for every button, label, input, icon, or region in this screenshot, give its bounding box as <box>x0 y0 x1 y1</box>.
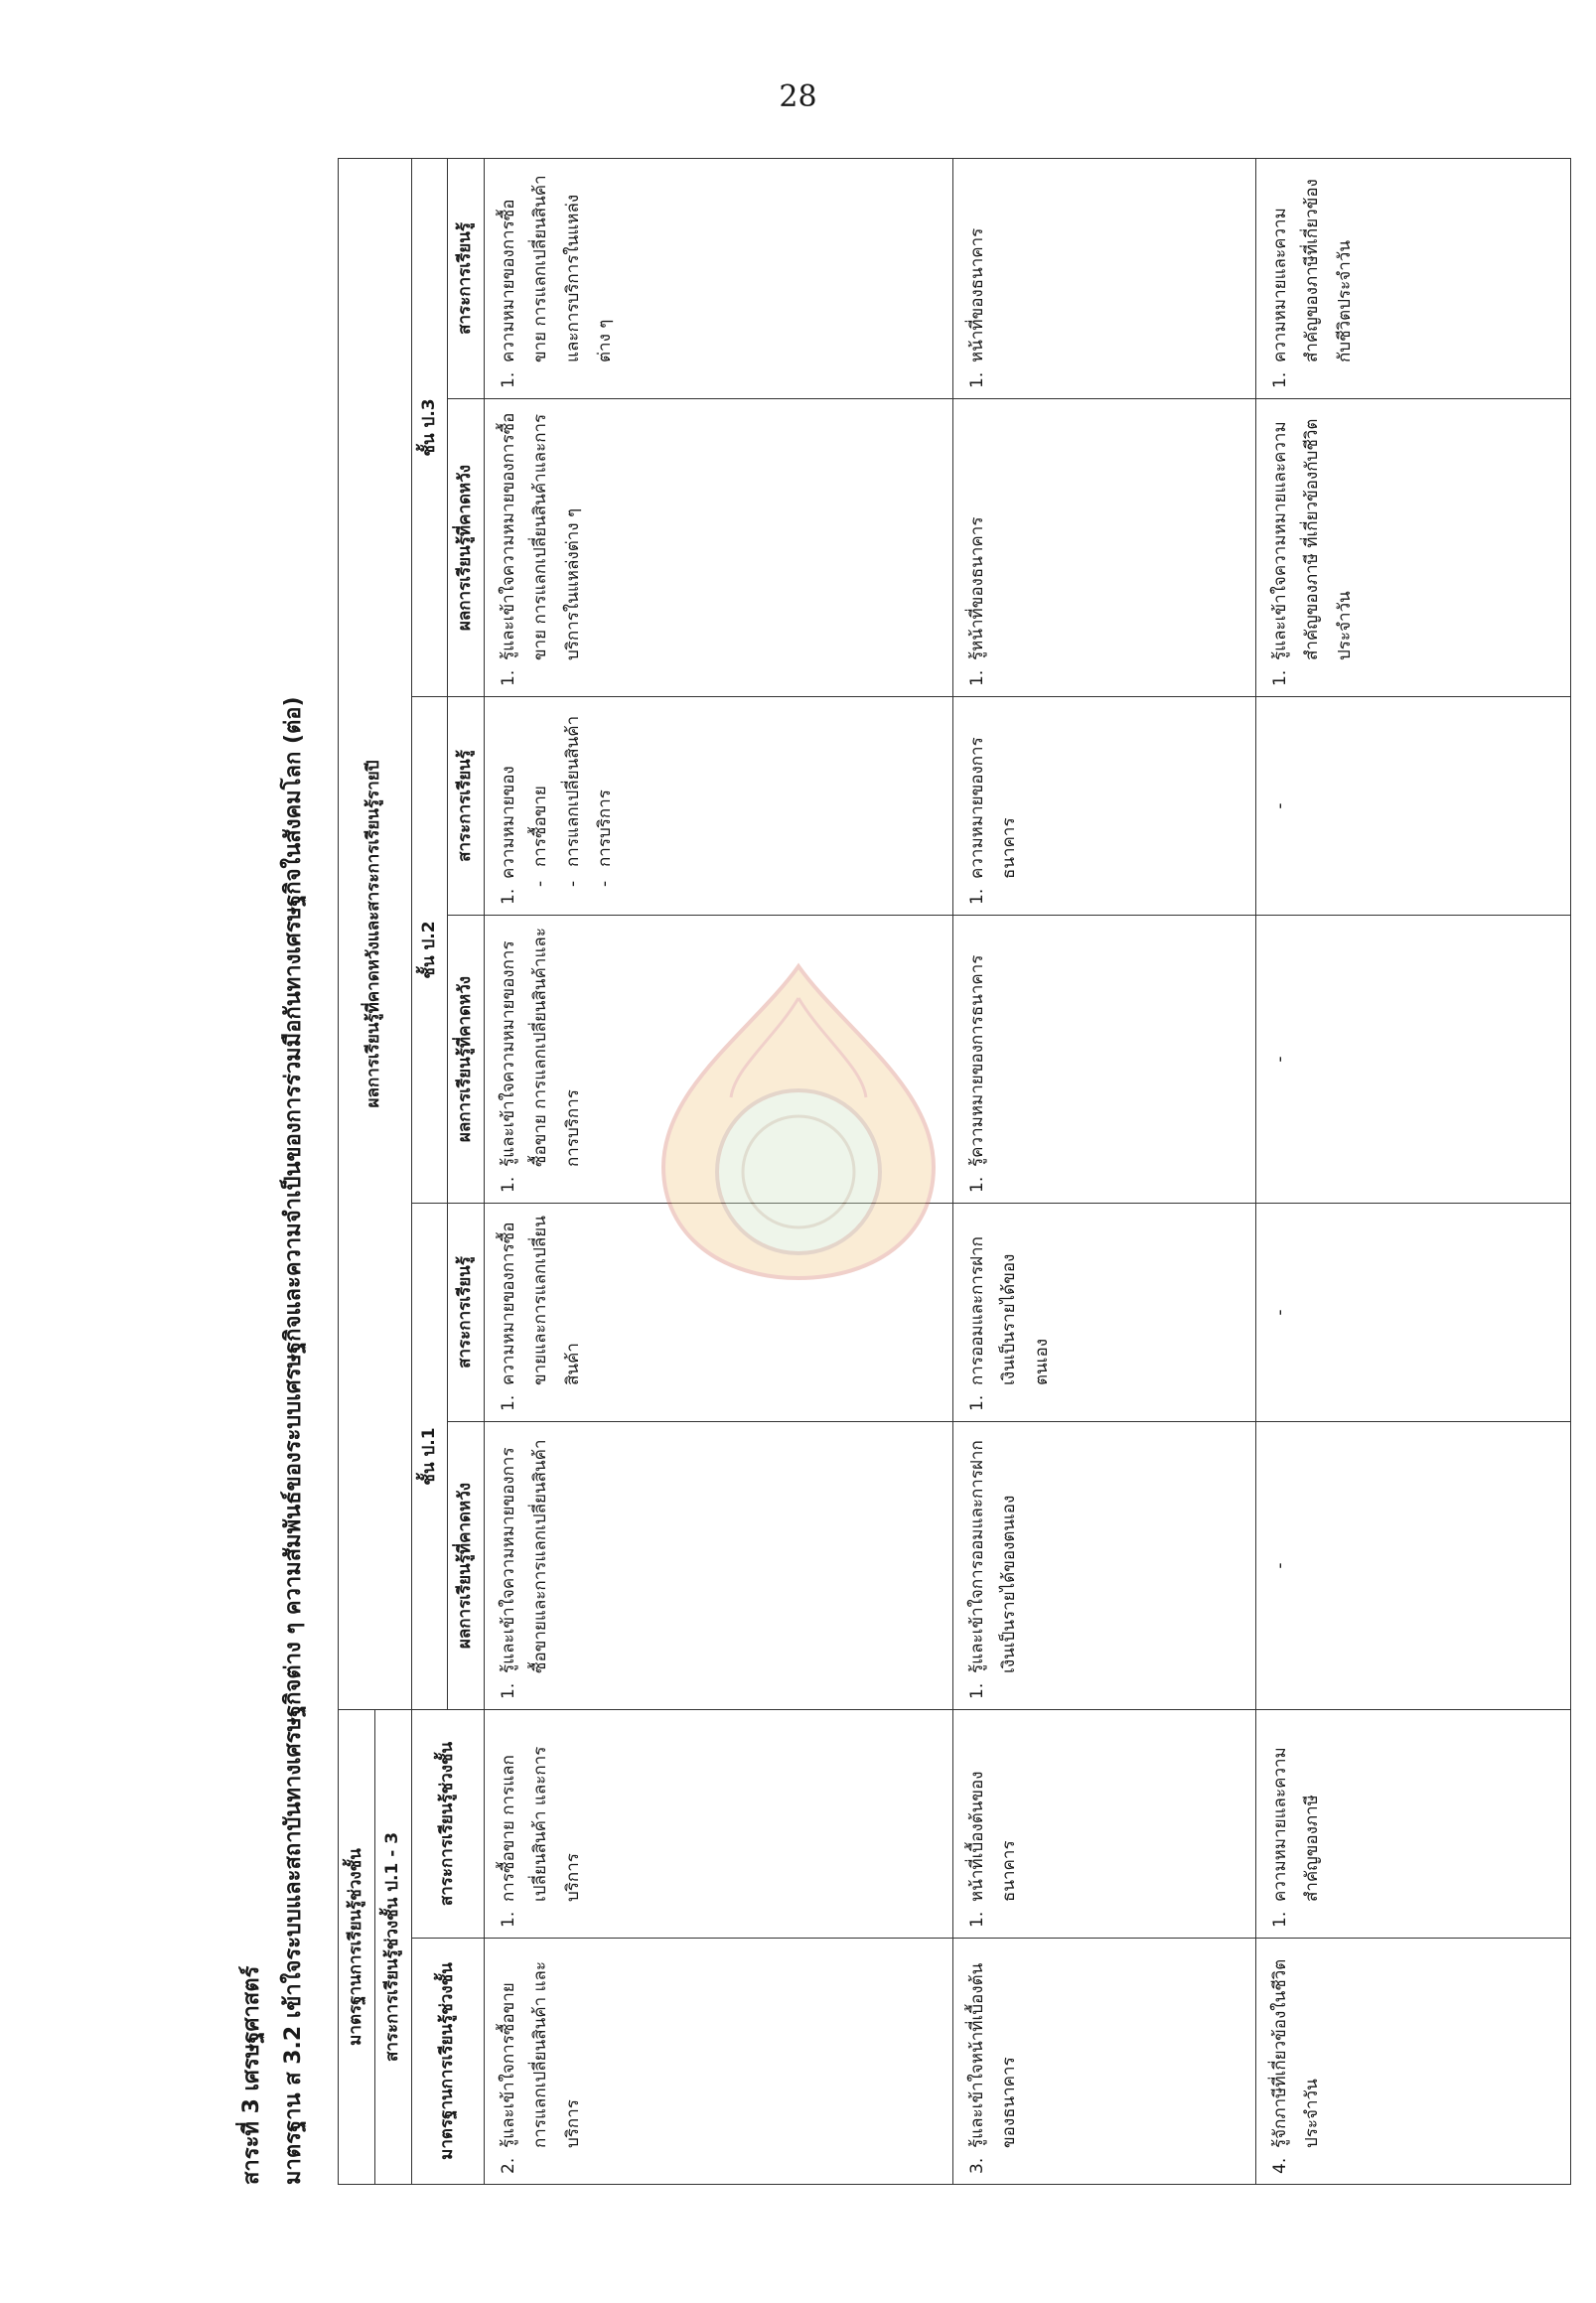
cell-standard <box>485 1939 953 2185</box>
item-number: 1. <box>1270 1911 1291 1928</box>
cell-p2-outcome <box>953 915 1256 1203</box>
item-number: 1. <box>499 888 519 905</box>
header-content-range: สาระการเรียนรู้ช่วงชั้น ป.1 - 3 <box>374 1709 411 2184</box>
item-text: รู้และเข้าใจความหมายของการซื้อขายและการแลกเปลี่ยนสินค้า <box>499 1439 551 1673</box>
header-outcome-p2: ผลการเรียนรู้ที่คาดหวัง <box>448 915 485 1203</box>
cell-content <box>485 1709 953 1938</box>
item-text: ความหมายของ <box>499 766 519 879</box>
item-number: 1. <box>967 1394 988 1411</box>
cell-content <box>1256 1709 1571 1938</box>
header-col-content: สาระการเรียนรู้ช่วงชั้น <box>411 1709 485 1938</box>
cell-p1-outcome: - <box>1256 1421 1571 1709</box>
item-number: 2. <box>499 2157 519 2174</box>
cell-standard <box>1256 1939 1571 2185</box>
item-text: รู้และเข้าใจความหมายและความสำคัญของภาษี ที่เกี่ยวข้องกับชีวิตประจำวัน <box>1270 418 1355 660</box>
sub-item: การซื้อขาย <box>530 786 551 867</box>
header-learning-p3: สาระการเรียนรู้ <box>448 158 485 398</box>
cell-p3-learning <box>953 158 1256 398</box>
item-text: รู้หน้าที่ของธนาคาร <box>967 516 988 660</box>
item-number: 1. <box>967 1176 988 1193</box>
item-text: การออมและการฝากเงินเป็นรายได้ของตนเอง <box>967 1236 1052 1385</box>
sub-item: การแลกเปลี่ยนสินค้า <box>562 715 583 867</box>
item-text: ความหมายของการซื้อขาย การแลกเปลี่ยนสินค้าและการบริการในแหล่งต่าง ๆ <box>499 175 616 362</box>
item-text: หน้าที่เบื้องต้นของธนาคาร <box>967 1771 1020 1902</box>
item-number: 1. <box>499 1682 519 1699</box>
cell-p1-outcome <box>485 1421 953 1709</box>
ministry-seal-watermark <box>653 958 943 1286</box>
table-row <box>1256 158 1571 2184</box>
cell-p2-learning: - <box>1256 696 1571 915</box>
header-outcome-p1: ผลการเรียนรู้ที่คาดหวัง <box>448 1421 485 1709</box>
item-text: รู้และเข้าใจการซื้อขาย การแลกเปลี่ยนสินค้า และบริการ <box>499 1960 583 2148</box>
sub-item: การบริการ <box>595 790 616 867</box>
cell-p1-learning: - <box>1256 1203 1571 1421</box>
item-number: 1. <box>967 888 988 905</box>
strand-heading: สาระที่ 3 เศรษฐศาสตร์ <box>239 1965 264 2185</box>
item-text: รู้และเข้าใจความหมายของการซื้อขาย การแลกเปลี่ยนสินค้าและการบริการในแหล่งต่าง ๆ <box>499 412 583 660</box>
cell-p1-outcome <box>953 1421 1256 1709</box>
item-text: รู้และเข้าใจการออมและการฝากเงินเป็นรายได้ของตนเอง <box>967 1440 1020 1673</box>
item-text: ความหมายของการซื้อขายและการแลกเปลี่ยนสินค้า <box>499 1216 583 1385</box>
item-number: 4. <box>1270 2157 1291 2174</box>
table-row <box>953 158 1256 2184</box>
item-text: ความหมายและความสำคัญของภาษีที่เกี่ยวข้องกับชีวิตประจำวัน <box>1270 179 1355 362</box>
header-annual-span: ผลการเรียนรู้ที่คาดหวังและสาระการเรียนรู้รายปี <box>339 158 412 1709</box>
item-text: หน้าที่ของธนาคาร <box>967 227 988 362</box>
item-number: 1. <box>967 1682 988 1699</box>
item-text: รู้และเข้าใจหน้าที่เบื้องต้นของธนาคาร <box>967 1962 1020 2148</box>
item-number: 1. <box>499 371 519 388</box>
item-text: รู้และเข้าใจความหมายของการซื้อขาย การแลกเปลี่ยนสินค้าและการบริการ <box>499 928 583 1167</box>
header-col-standard: มาตรฐานการเรียนรู้ช่วงชั้น <box>411 1939 485 2185</box>
cell-p3-learning <box>1256 158 1571 398</box>
cell-p3-outcome <box>953 398 1256 696</box>
header-learning-p2: สาระการเรียนรู้ <box>448 696 485 915</box>
cell-content <box>953 1709 1256 1938</box>
cell-standard <box>953 1939 1256 2185</box>
item-number: 1. <box>499 1911 519 1928</box>
cell-p3-learning <box>485 158 953 398</box>
item-number: 1. <box>967 371 988 388</box>
cell-p2-learning <box>485 696 953 915</box>
item-number: 1. <box>1270 371 1291 388</box>
item-number: 1. <box>499 1176 519 1193</box>
header-learning-p1: สาระการเรียนรู้ <box>448 1203 485 1421</box>
item-number: 1. <box>967 669 988 686</box>
cell-p3-outcome <box>1256 398 1571 696</box>
item-text: รู้ความหมายของการธนาคาร <box>967 954 988 1167</box>
item-text: ความหมายของการธนาคาร <box>967 737 1020 879</box>
item-number: 3. <box>967 2157 988 2174</box>
item-text: การซื้อขาย การแลกเปลี่ยนสินค้า และการบริการ <box>499 1746 583 1902</box>
item-number: 1. <box>499 1394 519 1411</box>
item-text: รู้จักภาษีที่เกี่ยวข้องในชีวิตประจำวัน <box>1270 1958 1323 2148</box>
cell-p3-outcome <box>485 398 953 696</box>
standard-heading: มาตรฐาน ส 3.2 เข้าใจระบบและสถาบันทางเศรษฐกิจต่าง ๆ ความสัมพันธ์ของระบบเศรษฐกิจและความจำเป็นของการร่วมมือกันทางเศรษฐกิจในสังคมโลก (ต่อ) <box>281 696 306 2185</box>
item-number: 1. <box>1270 669 1291 686</box>
item-text: ความหมายและความสำคัญของภาษี <box>1270 1747 1323 1902</box>
header-grade-1: ชั้น ป.1 <box>411 1203 448 1709</box>
item-number: 1. <box>967 1911 988 1928</box>
page-number: 28 <box>779 79 817 114</box>
cell-p2-outcome: - <box>1256 915 1571 1203</box>
header-grade-3: ชั้น ป.3 <box>411 158 448 696</box>
item-number: 1. <box>499 669 519 686</box>
curriculum-table <box>338 158 1571 2185</box>
cell-p2-learning <box>953 696 1256 915</box>
sub-dash: - <box>562 880 583 887</box>
header-grade-2: ชั้น ป.2 <box>411 696 448 1203</box>
header-outcome-p3: ผลการเรียนรู้ที่คาดหวัง <box>448 398 485 696</box>
sub-dash: - <box>595 880 616 887</box>
sub-dash: - <box>530 880 551 887</box>
header-standard-span: มาตรฐานการเรียนรู้ช่วงชั้น <box>339 1709 375 2184</box>
cell-p1-learning <box>953 1203 1256 1421</box>
